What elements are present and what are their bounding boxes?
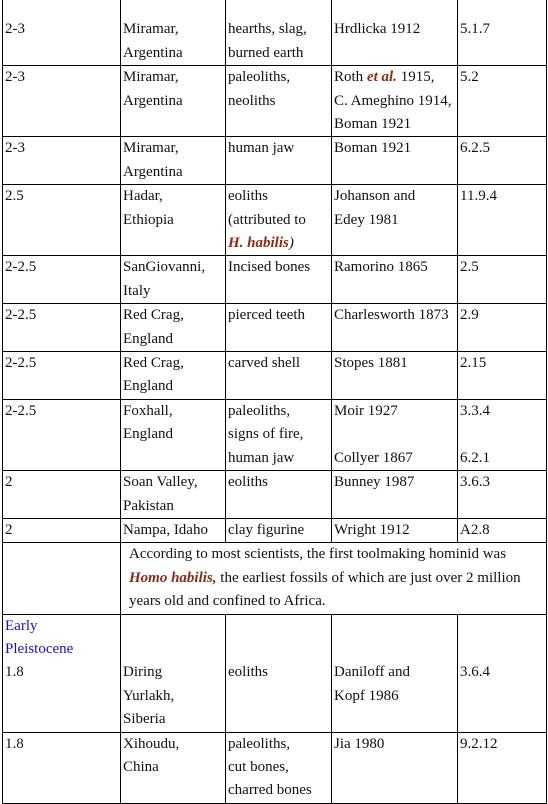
age-cell: 2-2.5 [3, 256, 121, 304]
reference-cell: Stopes 1881 [332, 352, 458, 400]
age-cell: 2 [3, 518, 121, 542]
age-cell: 2-3 [3, 137, 121, 185]
table-row [3, 137, 547, 185]
section-cell: 3.6.3 [458, 471, 547, 519]
reference-cell: Roth et al. 1915, C. Ameghino 1914, Boman 1921 [332, 66, 458, 137]
site-cell: SanGiovanni, Italy [121, 256, 226, 304]
site-cell: Red Crag, England [121, 352, 226, 400]
reference-cell: Wright 1912 [332, 518, 458, 542]
table-row [3, 614, 547, 732]
site-cell: Xihoudu, China [121, 732, 226, 803]
reference-cell: Jia 1980 [332, 732, 458, 803]
site-cell: Soan Valley, Pakistan [121, 471, 226, 519]
note-text-end: the earliest fossils of which are just over 2 million years old and confined to Africa. [129, 569, 521, 610]
age-cell: 2.5 [3, 185, 121, 256]
age-cell: 2-3 [3, 0, 121, 66]
section-cell: 6.2.5 [458, 137, 547, 185]
find-cell: hearths, slag, burned earth [226, 0, 332, 66]
section-cell: A2.8 [458, 518, 547, 542]
find-cell: pierced teeth [226, 304, 332, 352]
find-cell: paleoliths, cut bones, charred bones [226, 732, 332, 803]
age-cell: 1.8 [3, 732, 121, 803]
reference-cell: Johanson and Edey 1981 [332, 185, 458, 256]
site-cell: Miramar, Argentina [121, 66, 226, 137]
note-highlight: Homo habilis, [129, 569, 217, 586]
find-cell: eoliths (attributed to H. habilis) [226, 185, 332, 256]
table-row [3, 0, 547, 66]
reference-cell: Bunney 1987 [332, 471, 458, 519]
reference-cell: Moir 1927 Collyer 1867 [332, 399, 458, 470]
find-cell: eoliths [226, 614, 332, 732]
evidence-table [2, 0, 547, 804]
find-cell: human jaw [226, 137, 332, 185]
note-text: According to most scientists, the first toolmaking hominid was [129, 546, 507, 563]
table-row [3, 185, 547, 256]
note-spacer-cell [3, 543, 121, 614]
section-cell: 2.5 [458, 256, 547, 304]
table-row [3, 732, 547, 803]
reference-cell: Hrdlicka 1912 [332, 0, 458, 66]
reference-cell: Daniloff and Kopf 1986 [332, 614, 458, 732]
table-row [3, 256, 547, 304]
section-cell: 3.6.4 [458, 614, 547, 732]
site-cell: Nampa, Idaho [121, 518, 226, 542]
period-label: Pleistocene [5, 640, 74, 657]
age-cell: 2-2.5 [3, 399, 121, 470]
age-cell: 2-3 [3, 66, 121, 137]
find-cell: carved shell [226, 352, 332, 400]
section-cell: 2.15 [458, 352, 547, 400]
section-cell: 5.2 [458, 66, 547, 137]
table-row [3, 66, 547, 137]
find-cell: eoliths [226, 471, 332, 519]
section-cell: 2.9 [458, 304, 547, 352]
age-cell: 2-2.5 [3, 304, 121, 352]
table-row [3, 352, 547, 400]
site-cell: Miramar, Argentina [121, 137, 226, 185]
age-cell: 2 [3, 471, 121, 519]
note-cell [121, 543, 547, 614]
site-cell: Diring Yurlakh, Siberia [121, 614, 226, 732]
find-cell: paleoliths, signs of fire, human jaw [226, 399, 332, 470]
find-cell: clay figurine [226, 518, 332, 542]
reference-cell: Ramorino 1865 [332, 256, 458, 304]
table-row [3, 471, 547, 519]
reference-cell: Boman 1921 [332, 137, 458, 185]
section-cell: 9.2.12 [458, 732, 547, 803]
reference-cell: Charlesworth 1873 [332, 304, 458, 352]
age-cell: 2-2.5 [3, 352, 121, 400]
section-cell: 5.1.7 [458, 0, 547, 66]
note-row [3, 543, 547, 614]
site-cell: Hadar, Ethiopia [121, 185, 226, 256]
period-label: Early [5, 617, 38, 634]
age-cell: Early Pleistocene 1.8 [3, 614, 121, 732]
site-cell: Red Crag, England [121, 304, 226, 352]
section-cell: 3.3.4 6.2.1 [458, 399, 547, 470]
find-cell: paleoliths, neoliths [226, 66, 332, 137]
table-row [3, 518, 547, 542]
table-row [3, 399, 547, 470]
site-cell: Foxhall, England [121, 399, 226, 470]
site-cell: Miramar, Argentina [121, 0, 226, 66]
table-row [3, 304, 547, 352]
section-cell: 11.9.4 [458, 185, 547, 256]
find-cell: Incised bones [226, 256, 332, 304]
